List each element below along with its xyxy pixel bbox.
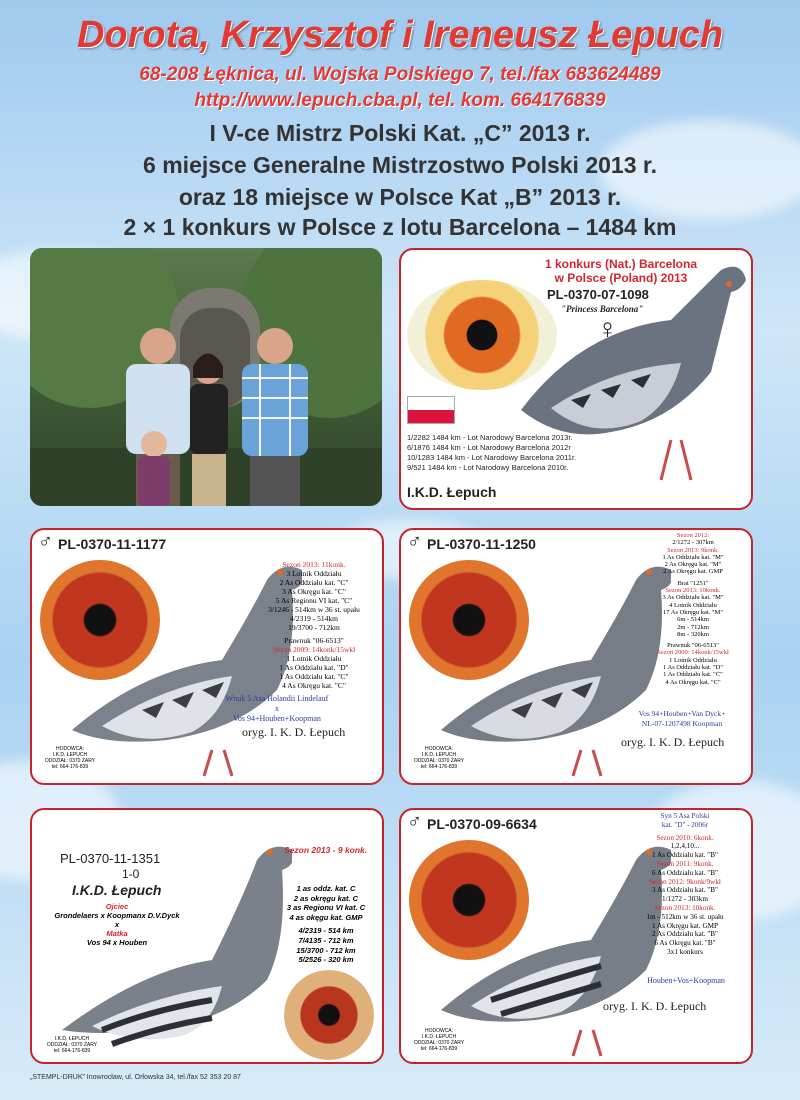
pedigree-line: Vos 94+Houben+Koopman bbox=[233, 714, 321, 723]
stamp bbox=[42, 1036, 102, 1054]
pedigree-line: Houben+Vos+Koopman bbox=[647, 976, 725, 985]
ring-number: PL-0370-11-1250 bbox=[427, 536, 536, 552]
featured-headline: 1 konkurs (Nat.) Barcelona bbox=[544, 257, 698, 271]
result-line: 1m - 512km w 36 st. upału bbox=[646, 912, 724, 921]
result-line: 1 As Oddziału kat. "C" bbox=[279, 672, 349, 681]
result-line: 1,2,4,10... bbox=[670, 842, 700, 851]
pedigree-line: Wnuk 5 Asa Holandii Lindelauf bbox=[225, 694, 329, 703]
stamp-line: HODOWCA: bbox=[55, 746, 85, 752]
result-line: 1 As Oddziału kat. "C" bbox=[663, 671, 723, 679]
stamp-line: ODDZIAŁ: 0370 ŻARY bbox=[413, 758, 465, 764]
mother-label: Matka bbox=[106, 929, 128, 938]
stamp-line: tel: 664-176-839 bbox=[51, 764, 89, 770]
stamp-line: HODOWCA: bbox=[424, 1028, 454, 1034]
pigeon-illustration bbox=[52, 830, 292, 1060]
result-line: 17 As Okręgu kat. "M" bbox=[662, 608, 723, 616]
result-line: 4 As Okręgu kat. "C" bbox=[665, 678, 721, 686]
male-icon: ♂ bbox=[407, 811, 422, 833]
pigeon-card-1351 bbox=[30, 808, 384, 1064]
achievement-line: oraz 18 miejsce w Polsce Kat „B” 2013 r. bbox=[178, 184, 622, 210]
result-line: 3 As Oddziału kat. "M" bbox=[662, 594, 724, 602]
result-line: 2 As Okręgu kat. GMP bbox=[663, 568, 723, 576]
result-line: 4 As Okręgu kat. "C" bbox=[282, 681, 346, 690]
result-line: 7/4135 - 712 km bbox=[298, 935, 354, 945]
result-line: 4/2319 - 514km bbox=[290, 614, 338, 623]
pigeon-card-1250 bbox=[399, 528, 753, 785]
stamp-line: tel: 664-176-839 bbox=[53, 1048, 91, 1054]
result-line: 6 As Oddziału kat. "B" bbox=[652, 868, 718, 877]
result-line: 9/521 1484 km - Lot Narodowy Barcelona 2010r. bbox=[407, 463, 569, 472]
result-code: 1-0 bbox=[122, 867, 140, 881]
result-line: Sezon 2009: 14konk/15wkł bbox=[272, 645, 356, 654]
ring-number: PL-0370-07-1098 bbox=[547, 287, 649, 302]
result-line: 3 As Oddziału kat. "B" bbox=[652, 886, 718, 895]
stamp-line: ODDZIAŁ: 0370 ŻARY bbox=[413, 1040, 465, 1046]
result-line: 4 Lotnik Oddziału bbox=[669, 601, 717, 609]
result-line: 3 as Regionu VI kat. C bbox=[286, 903, 366, 913]
results-list bbox=[621, 812, 749, 957]
featured-headline: w Polsce (Poland) 2013 bbox=[554, 271, 688, 285]
result-line: Prawnuk "06-6513" bbox=[667, 642, 719, 650]
result-line: 2 As Oddziału kat. "C" bbox=[279, 578, 349, 587]
poland-flag bbox=[407, 396, 455, 424]
result-line: Sezon 2013: 11konk. bbox=[282, 560, 346, 569]
result-line: 4 as okęgu kat. GMP bbox=[289, 912, 363, 922]
ring-number: PL-0370-11-1351 bbox=[60, 851, 161, 866]
result-line: Sezon 2010: 6konk. bbox=[656, 833, 714, 842]
stamp-line: I.K.D. ŁEPUCH bbox=[421, 1034, 457, 1040]
achievement-line: 6 miejsce Generalne Mistrzostwo Polski 2013 r. bbox=[143, 152, 657, 178]
stamp-line: HODOWCA: bbox=[424, 746, 454, 752]
father-value: Grondelaers x Koopmanx D.V.Dyck bbox=[54, 911, 180, 920]
result-line: 3/1246 - 514km w 36 st. upału bbox=[268, 605, 360, 614]
result-line: 10/1283 1484 km - Lot Narodowy Barcelona 2011r. bbox=[407, 453, 577, 462]
result-line: 8m - 320km bbox=[677, 630, 709, 638]
result-line: 3 Lotnik Oddziału bbox=[286, 569, 342, 578]
result-line: 5 As Regionu VI kat. "C" bbox=[275, 596, 353, 605]
achievement-line: 2 × 1 konkurs w Polsce z lotu Barcelona – 1484 km bbox=[123, 214, 677, 240]
address-line: 68-208 Łęknica, ul. Wojska Polskiego 7, tel./fax 683624489 bbox=[139, 64, 661, 85]
male-icon: ♂ bbox=[38, 531, 53, 553]
mother-value: Vos 94 x Houben bbox=[86, 938, 148, 947]
result-line: 3x1 konkurs bbox=[667, 947, 703, 956]
result-line: 1 As Oddziału kat. "M" bbox=[662, 553, 724, 561]
featured-pigeon-card bbox=[399, 248, 753, 510]
origin-label: oryg. I. K. D. Łepuch bbox=[242, 725, 346, 739]
loft-name: I.K.D. Łepuch bbox=[72, 882, 162, 898]
result-line: 2 as okręgu kat. C bbox=[293, 893, 359, 903]
result-line: 15/3700 - 712 km bbox=[296, 945, 356, 955]
result-line: 1 Lotnik Oddziału bbox=[669, 656, 717, 664]
pigeon-name: "Princess Barcelona" bbox=[561, 304, 644, 314]
result-line: Sezon 2011: 9konk. bbox=[656, 859, 714, 868]
pedigree-line: NL-07-1207498 Koopman bbox=[641, 719, 723, 728]
loft-name: I.K.D. Łepuch bbox=[407, 484, 497, 500]
stamp-line: I.K.D. ŁEPUCH bbox=[421, 752, 457, 758]
result-line: 5/2526 - 320 km bbox=[298, 955, 354, 965]
result-line: kat. "D" - 2006r bbox=[661, 820, 709, 829]
result-line: 1 as oddz. kat. C bbox=[296, 884, 356, 893]
stamp-line: I.K.D. ŁEPUCH bbox=[52, 752, 88, 758]
ring-number: PL-0370-11-1177 bbox=[58, 536, 167, 552]
origin-label: oryg. I. K. D. Łepuch bbox=[603, 999, 707, 1013]
page-title: Dorota, Krzysztof i Ireneusz Łepuch bbox=[76, 14, 724, 56]
result-line: 2 As Okręgu kat. "M" bbox=[664, 561, 722, 569]
pigeon-card-6634 bbox=[399, 808, 753, 1064]
family-photo bbox=[30, 248, 382, 506]
result-line: 19/3700 - 712km bbox=[288, 623, 340, 632]
stamp-line: tel: 664-176-839 bbox=[420, 1046, 458, 1052]
pigeon-card-1177 bbox=[30, 528, 384, 785]
result-line: Sezon 2013: 9konk. bbox=[667, 546, 719, 554]
results-list bbox=[272, 884, 380, 965]
printer-footer: „STEMPL-DRUK” Inowrocław, ul. Orłowska 34, tel./fax 52 353 20 87 bbox=[30, 1074, 241, 1081]
cross-mark: x bbox=[114, 920, 120, 929]
result-line: 1 As Oddziału kat. "D" bbox=[662, 664, 723, 672]
results-list bbox=[637, 532, 749, 686]
result-line: 1 As Oddziału kat. "D" bbox=[279, 663, 349, 672]
stamp-line: tel: 664-176-839 bbox=[420, 764, 458, 770]
result-line: Sezon 2013: 10konk. bbox=[665, 587, 721, 595]
result-line: 3 As Okręgu kat. "C" bbox=[282, 587, 346, 596]
eye-photo bbox=[284, 970, 374, 1060]
result-line: Sezon 2009: 14konk/15wkł bbox=[657, 649, 729, 657]
result-line: Sezon 2013: 10konk. bbox=[654, 903, 716, 912]
result-line: Brat "1251" bbox=[677, 579, 709, 587]
result-line: 1/2282 1484 km - Lot Narodowy Barcelona 2013r. bbox=[407, 433, 573, 442]
stamp-line: ODDZIAŁ: 0370 ŻARY bbox=[46, 1042, 98, 1048]
male-icon: ♂ bbox=[407, 531, 422, 553]
result-line: 2m - 712km bbox=[677, 623, 709, 631]
stamp bbox=[40, 746, 100, 770]
result-line: 6/1876 1484 km - Lot Narodowy Barcelona 2012r bbox=[407, 443, 571, 452]
ring-number: PL-0370-09-6634 bbox=[427, 816, 537, 832]
result-line: 1 As Oddziału kat. "B" bbox=[652, 851, 718, 860]
web-link[interactable]: http://www.lepuch.cba.pl, tel. kom. 664176839 bbox=[194, 90, 606, 111]
pedigree-line: x bbox=[275, 704, 279, 713]
stamp bbox=[409, 1028, 469, 1052]
result-line: Prawnuk "06-6513" bbox=[284, 636, 344, 645]
result-line: 4/2319 - 514 km bbox=[298, 926, 354, 936]
stamp-line: I.K.D. ŁEPUCH bbox=[54, 1036, 90, 1042]
season-heading: Sezon 2013 - 9 konk. bbox=[284, 845, 368, 855]
result-line: Sezon 2012: bbox=[676, 532, 710, 539]
results-list bbox=[250, 560, 378, 690]
result-line: 6m - 514km bbox=[677, 616, 709, 624]
result-line: 2/1272 - 307km bbox=[672, 539, 714, 547]
stamp-line: ODDZIAŁ: 0370 ŻARY bbox=[44, 758, 96, 764]
result-line: 2 As Oddziału kat. "B" bbox=[652, 930, 718, 939]
origin-label: oryg. I. K. D. Łepuch bbox=[621, 735, 725, 749]
result-line: Sezon 2012: 9konk/9wkł bbox=[649, 877, 721, 886]
achievement-line: I V-ce Mistrz Polski Kat. „C” 2013 r. bbox=[209, 120, 591, 146]
female-icon: ♀ bbox=[597, 314, 618, 345]
result-line: 1/1272 - 303km bbox=[662, 895, 708, 904]
result-line: 6 As Okręgu kat. "B" bbox=[654, 939, 716, 948]
stamp bbox=[409, 746, 469, 770]
pedigree-line: Vos 94+Houben+Van Dyck+ bbox=[638, 709, 726, 718]
result-line: Syn 5 Asa Polski bbox=[660, 812, 710, 820]
father-label: Ojciec bbox=[105, 902, 129, 911]
result-line: 1 As Okręgu kat. GMP bbox=[651, 921, 719, 930]
result-line: 1 Lotnik Oddziału bbox=[286, 654, 342, 663]
